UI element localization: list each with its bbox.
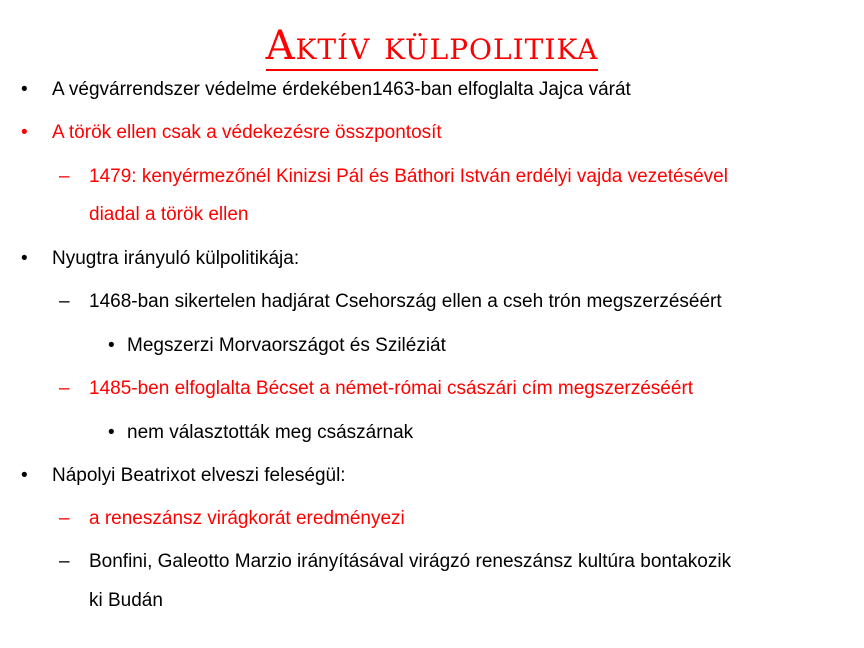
dash-marker: – — [59, 166, 70, 187]
sub-bullet-text: Bonfini, Galeotto Marzio irányításával virágzó reneszánsz kultúra bontakozik — [89, 551, 732, 572]
sub-bullet-text: 1479: kenyérmezőnél Kinizsi Pál és Báthori István erdélyi vajda vezetésével — [89, 166, 728, 187]
bullet-item — [21, 247, 300, 271]
sub-bullet-text: 1485-ben elfoglalta Bécset a német-római császári cím megszerzéséért — [89, 378, 694, 399]
sub-sub-bullet-item — [108, 421, 414, 445]
sub-bullet-text: 1468-ban sikertelen hadjárat Csehország ellen a cseh trón megszerzéséért — [89, 291, 722, 312]
sub-bullet-item — [59, 290, 722, 314]
dash-marker: – — [59, 378, 70, 399]
sub-bullet-continuation — [89, 203, 249, 227]
slide-title-text: Aktív külpolitika — [265, 23, 599, 69]
bullet-item — [21, 121, 442, 145]
sub-bullet-item — [59, 507, 405, 531]
bullet-marker: • — [108, 422, 115, 443]
dash-marker: – — [59, 291, 70, 312]
sub-bullet-text: ki Budán — [89, 590, 163, 611]
bullet-item — [21, 78, 631, 102]
sub-bullet-item — [59, 550, 732, 574]
bullet-text: Nápolyi Beatrixot elveszi feleségül: — [52, 465, 346, 486]
bullet-item — [21, 464, 346, 488]
sub-bullet-item — [59, 165, 728, 189]
bullet-marker: • — [21, 79, 28, 100]
dash-marker: – — [59, 551, 70, 572]
bullet-marker: • — [21, 122, 28, 143]
sub-sub-bullet-item — [108, 334, 446, 358]
bullet-marker: • — [21, 465, 28, 486]
bullet-text: A török ellen csak a védekezésre összpontosít — [52, 122, 442, 143]
sub-bullet-text: a reneszánsz virágkorát eredményezi — [89, 508, 405, 529]
sub-bullet-text: diadal a török ellen — [89, 204, 249, 225]
sub-bullet-item — [59, 377, 694, 401]
bullet-text: A végvárrendszer védelme érdekében1463-ban elfoglalta Jajca várát — [52, 79, 631, 100]
sub-bullet-continuation — [89, 589, 163, 613]
bullet-text: Nyugtra irányuló külpolitikája: — [52, 248, 300, 269]
bullet-marker: • — [21, 248, 28, 269]
sub-sub-bullet-text: nem választották meg császárnak — [127, 422, 414, 443]
slide-title — [0, 22, 864, 70]
bullet-marker: • — [108, 335, 115, 356]
dash-marker: – — [59, 508, 70, 529]
sub-sub-bullet-text: Megszerzi Morvaországot és Sziléziát — [127, 335, 446, 356]
